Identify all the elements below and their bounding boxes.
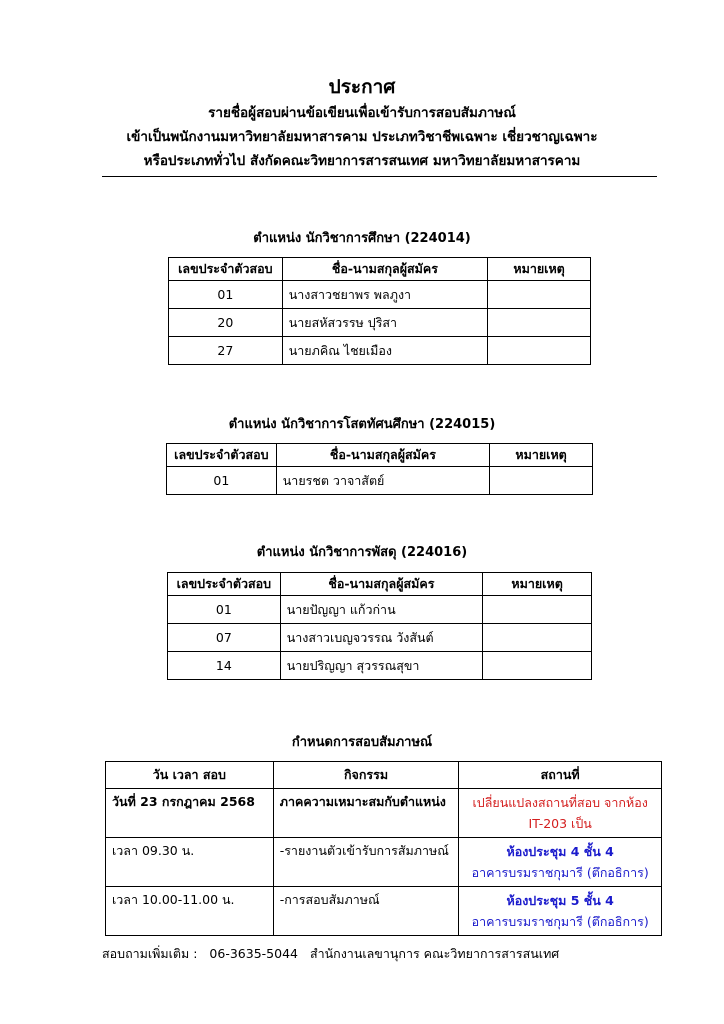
header-divider bbox=[102, 176, 657, 177]
table-header-row bbox=[169, 258, 591, 281]
schedule-place bbox=[459, 838, 662, 887]
candidate-id: 20 bbox=[169, 309, 283, 337]
column-header-time: วัน เวลา สอบ bbox=[106, 762, 274, 789]
column-header-activity: กิจกรรม bbox=[273, 762, 459, 789]
candidate-id: 07 bbox=[168, 624, 281, 652]
place-change-notice-2: IT-203 เป็น bbox=[528, 816, 592, 831]
header-line-1: รายชื่อผู้สอบผ่านข้อเขียนเพื่อเข้ารับการสอบสัมภาษณ์ bbox=[208, 105, 516, 121]
meeting-room: ห้องประชุม 4 ชั้น 4 bbox=[506, 844, 614, 859]
schedule-row bbox=[106, 789, 662, 838]
candidate-note bbox=[483, 652, 592, 680]
table-row bbox=[168, 652, 592, 680]
contact-info bbox=[102, 944, 559, 964]
column-header-place: สถานที่ bbox=[459, 762, 662, 789]
column-header-name: ชื่อ-นามสกุลผู้สมัคร bbox=[280, 573, 482, 596]
table-row bbox=[169, 281, 591, 309]
candidate-note bbox=[488, 281, 591, 309]
candidate-id: 01 bbox=[168, 596, 281, 624]
schedule-table bbox=[105, 761, 662, 936]
schedule-time: เวลา 09.30 น. bbox=[106, 838, 274, 887]
candidate-name: นายรชต วาจาสัตย์ bbox=[276, 467, 489, 495]
header-line-2: เข้าเป็นพนักงานมหาวิทยาลัยมหาสารคาม ประเภทวิชาชีพเฉพาะ เชี่ยวชาญเฉพาะ bbox=[126, 129, 598, 145]
schedule-activity: ภาคความเหมาะสมกับตำแหน่ง bbox=[273, 789, 459, 838]
table-row bbox=[168, 596, 592, 624]
column-header-name: ชื่อ-นามสกุลผู้สมัคร bbox=[276, 444, 489, 467]
page-title: ประกาศ bbox=[328, 76, 396, 98]
candidates-table-2 bbox=[166, 443, 593, 495]
table-row bbox=[169, 309, 591, 337]
candidate-note bbox=[488, 309, 591, 337]
schedule-time: เวลา 10.00-11.00 น. bbox=[106, 887, 274, 936]
section-title-1: ตำแหน่ง นักวิชาการศึกษา (224014) bbox=[253, 231, 471, 246]
candidates-table-1 bbox=[168, 257, 591, 365]
table-row bbox=[169, 337, 591, 365]
schedule-header-row bbox=[106, 762, 662, 789]
table-row bbox=[168, 624, 592, 652]
column-header-id: เลขประจำตัวสอบ bbox=[168, 573, 281, 596]
contact-label: สอบถามเพิ่มเติม : bbox=[102, 946, 198, 961]
schedule-title: กำหนดการสอบสัมภาษณ์ bbox=[291, 735, 433, 750]
candidate-name: นางสาวเบญจวรรณ วังสันต์ bbox=[280, 624, 482, 652]
candidates-table-3 bbox=[167, 572, 592, 680]
section-title-3: ตำแหน่ง นักวิชาการพัสดุ (224016) bbox=[256, 545, 468, 560]
column-header-name: ชื่อ-นามสกุลผู้สมัคร bbox=[282, 258, 487, 281]
candidate-note bbox=[488, 337, 591, 365]
candidate-id: 01 bbox=[169, 281, 283, 309]
candidate-name: นายปริญญา สุวรรณสุขา bbox=[280, 652, 482, 680]
table-row bbox=[167, 467, 593, 495]
table-header-row bbox=[167, 444, 593, 467]
candidate-note bbox=[490, 467, 593, 495]
schedule-place bbox=[459, 789, 662, 838]
building-name: อาคารบรมราชกุมารี (ตึกอธิการ) bbox=[471, 914, 649, 929]
column-header-note: หมายเหตุ bbox=[488, 258, 591, 281]
meeting-room: ห้องประชุม 5 ชั้น 4 bbox=[506, 893, 614, 908]
candidate-name: นายภคิณ ไชยเมือง bbox=[282, 337, 487, 365]
candidate-name: นายปัญญา แก้วก่าน bbox=[280, 596, 482, 624]
candidate-name: นางสาวชยาพร พลภูงา bbox=[282, 281, 487, 309]
column-header-id: เลขประจำตัวสอบ bbox=[167, 444, 277, 467]
candidate-name: นายสหัสวรรษ ปุริสา bbox=[282, 309, 487, 337]
schedule-row bbox=[106, 838, 662, 887]
place-change-notice: เปลี่ยนแปลงสถานที่สอบ จากห้อง bbox=[472, 795, 648, 810]
schedule-place bbox=[459, 887, 662, 936]
schedule-row bbox=[106, 887, 662, 936]
contact-phone: 06-3635-5044 bbox=[209, 946, 298, 961]
contact-office: สำนักงานเลขานุการ คณะวิทยาการสารสนเทศ bbox=[309, 946, 560, 961]
section-title-2: ตำแหน่ง นักวิชาการโสตทัศนศึกษา (224015) bbox=[228, 417, 496, 432]
candidate-id: 14 bbox=[168, 652, 281, 680]
candidate-id: 01 bbox=[167, 467, 277, 495]
candidate-note bbox=[483, 596, 592, 624]
candidate-id: 27 bbox=[169, 337, 283, 365]
building-name: อาคารบรมราชกุมารี (ตึกอธิการ) bbox=[471, 865, 649, 880]
table-header-row bbox=[168, 573, 592, 596]
header-line-3: หรือประเภททั่วไป สังกัดคณะวิทยาการสารสนเทศ มหาวิทยาลัยมหาสารคาม bbox=[143, 153, 581, 169]
schedule-activity: -รายงานตัวเข้ารับการสัมภาษณ์ bbox=[273, 838, 459, 887]
candidate-note bbox=[483, 624, 592, 652]
column-header-id: เลขประจำตัวสอบ bbox=[169, 258, 283, 281]
schedule-activity: -การสอบสัมภาษณ์ bbox=[273, 887, 459, 936]
column-header-note: หมายเหตุ bbox=[490, 444, 593, 467]
schedule-time: วันที่ 23 กรกฎาคม 2568 bbox=[106, 789, 274, 838]
column-header-note: หมายเหตุ bbox=[483, 573, 592, 596]
